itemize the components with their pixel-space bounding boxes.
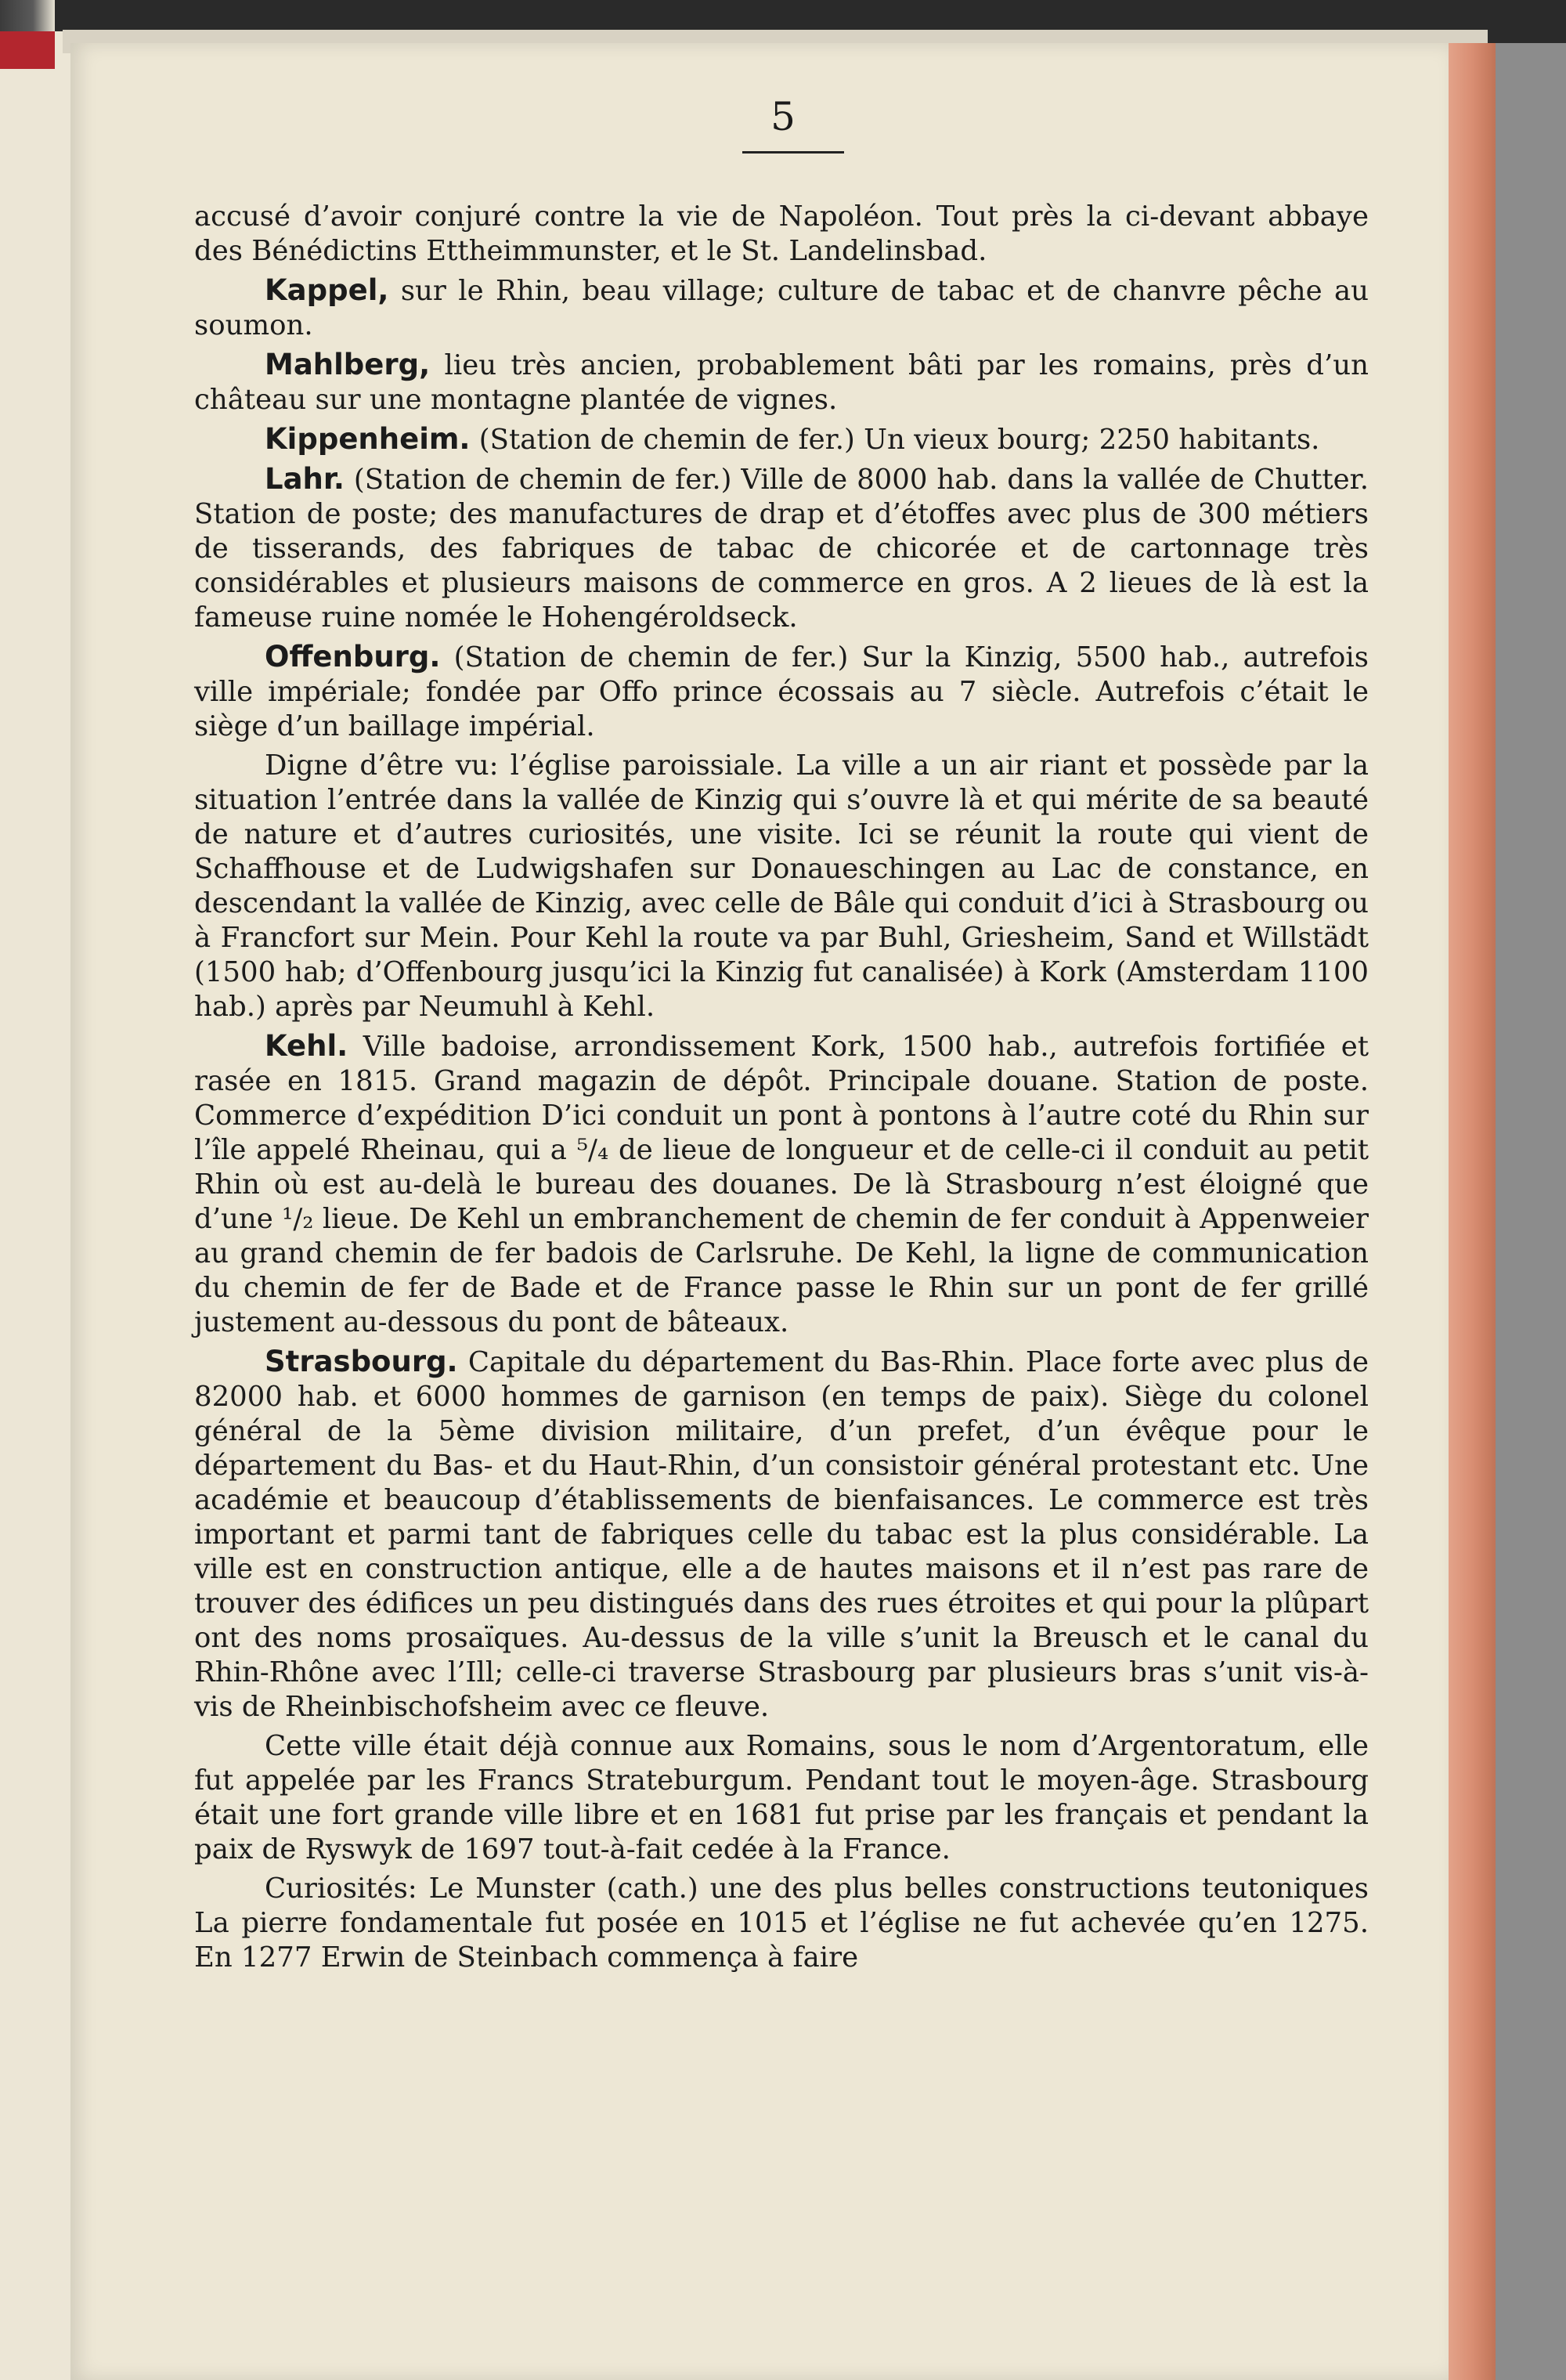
paragraph-strasbourg (194, 1345, 1369, 1725)
place-name: Offenburg. (265, 640, 441, 674)
red-spine-mark (0, 31, 55, 69)
paragraph-text: (Station de chemin de fer.) Ville de 8000 hab. dans la vallée de Chutter. Station de poste; des manufactures de drap et d’étoffes avec plus de 300 métiers de tisserands, des fabriques de tabac de chicorée et de cartonnage très considérables et plusieurs maisons de commerce en gros. A 2 lieues de là est la fameuse ruine nomée le Hohengéroldseck. (194, 464, 1369, 634)
paragraph-lahr (194, 462, 1369, 635)
paragraph-1 (194, 200, 1369, 269)
place-name: Strasbourg. (265, 1345, 458, 1378)
place-name: Mahlberg, (265, 348, 431, 381)
paragraph-text: sur le Rhin, beau village; culture de tabac et de chanvre pêche au soumon. (194, 275, 1369, 341)
paragraph-text: Capitale du département du Bas-Rhin. Place forte avec plus de 82000 hab. et 6000 hommes de garnison (en temps de paix). Siège du colonel général de la 5ème division militaire, d’un prefet, d’un évêque pour le département du Bas- et du Haut-Rhin, d’un consistoir général protestant etc. Une académie et beaucoup d’établissements de bienfaisances. Le commerce est très important et parmi tant de fabriques celle du tabac est la plus considérable. La ville est en construction antique, elle a de hautes maisons et il n’est pas rare de trouver des édifices un peu distingués dans des rues étroites et qui pour la plûpart ont des noms prosaïques. Au-dessus de la ville s’unit la Breusch et le canal du Rhin-Rhône avec l’Ill; celle-ci traverse Strasbourg par plusieurs bras s’unit vis-à-vis de Rheinbischofsheim avec ce fleuve. (194, 1346, 1369, 1723)
paragraph-text: Cette ville était déjà connue aux Romains, sous le nom d’Argentoratum, elle fut appelée par les Francs Strateburgum. Pendant tout le moyen-âge. Strasbourg était une fort grande ville libre et en 1681 fut prise par les français et pendant la paix de Ryswyk de 1697 tout-à-fait cedée à la France. (194, 1730, 1369, 1865)
place-name: Kehl. (265, 1029, 348, 1063)
paragraph-text: Digne d’être vu: l’église paroissiale. La ville a un air riant et possède par la situation l’entrée dans la vallée de Kinzig qui s’ouvre là et qui mérite de sa beauté de nature et d’autres curiosités, une visite. Ici se réunit la route qui vient de Schaffhouse et de Ludwigshafen sur Donaueschingen au Lac de constance, en descendant la vallée de Kinzig, avec celle de Bâle qui conduit d’ici à Strasbourg ou à Francfort sur Mein. Pour Kehl la route va par Buhl, Griesheim, Sand et Willstädt (1500 hab; d’Offenbourg jusqu’ici la Kinzig fut canalisée) à Kork (Amsterdam 1100 hab.) après par Neumuhl à Kehl. (194, 749, 1369, 1023)
paragraph-text: Ville badoise, arrondissement Kork, 1500 hab., autrefois fortifiée et rasée en 1815. Grand magazin de dépôt. Principale douane. Station de poste. Commerce d’expédition D’ici conduit un pont à pontons à l’autre coté du Rhin sur l’île appelé Rheinau, qui a ⁵/₄ de lieue de longueur et de celle-ci il conduit au petit Rhin où est au-delà le bureau des douanes. De là Strasbourg n’est éloigné que d’une ¹/₂ lieue. De Kehl un embranchement de chemin de fer conduit à Appenweier au grand chemin de fer badois de Carlsruhe. De Kehl, la ligne de communication du chemin de fer de Bade et de France passe le Rhin sur un pont de fer grillé justement au-dessous du pont de bâteaux. (194, 1031, 1369, 1338)
place-name: Kappel, (265, 273, 389, 307)
place-name: Lahr. (265, 462, 345, 496)
left-page-edge (0, 31, 78, 2380)
background-right (1496, 43, 1566, 2380)
paragraph-curiosites (194, 1872, 1369, 1975)
page-number-rule (742, 151, 844, 153)
paragraph-offenburg (194, 640, 1369, 744)
book-cover-edge (1449, 43, 1496, 2380)
paragraph-kippenheim (194, 422, 1369, 457)
paragraph-text: lieu très ancien, probablement bâti par les romains, près d’un château sur une montagne plantée de vignes. (194, 349, 1369, 416)
paragraph-text: Curiosités: Le Munster (cath.) une des plus belles constructions teutoniques La pierre fondamentale fut posée en 1015 et l’église ne fut achevée qu’en 1275. En 1277 Erwin de Steinbach commença à faire (194, 1873, 1369, 1974)
paragraph-text: accusé d’avoir conjuré contre la vie de Napoléon. Tout près la ci-devant abbaye des Bénédictins Ettheimmunster, et le St. Landelinsbad. (194, 200, 1369, 267)
paragraph-strasbourg-history (194, 1729, 1369, 1867)
page-body (194, 200, 1369, 1980)
paragraph-text: (Station de chemin de fer.) Un vieux bourg; 2250 habitants. (470, 424, 1320, 456)
paragraph-mahlberg (194, 348, 1369, 417)
paragraph-offenburg-details (194, 749, 1369, 1024)
page-number: 5 (770, 94, 796, 139)
paragraph-kappel (194, 273, 1369, 343)
place-name: Kippenheim. (265, 422, 471, 456)
paragraph-kehl (194, 1029, 1369, 1340)
paragraph-text: (Station de chemin de fer.) Sur la Kinzig, 5500 hab., autrefois ville impériale; fondée par Offo prince écossais au 7 siècle. Autrefois c’était le siège d’un baillage impérial. (194, 641, 1369, 742)
